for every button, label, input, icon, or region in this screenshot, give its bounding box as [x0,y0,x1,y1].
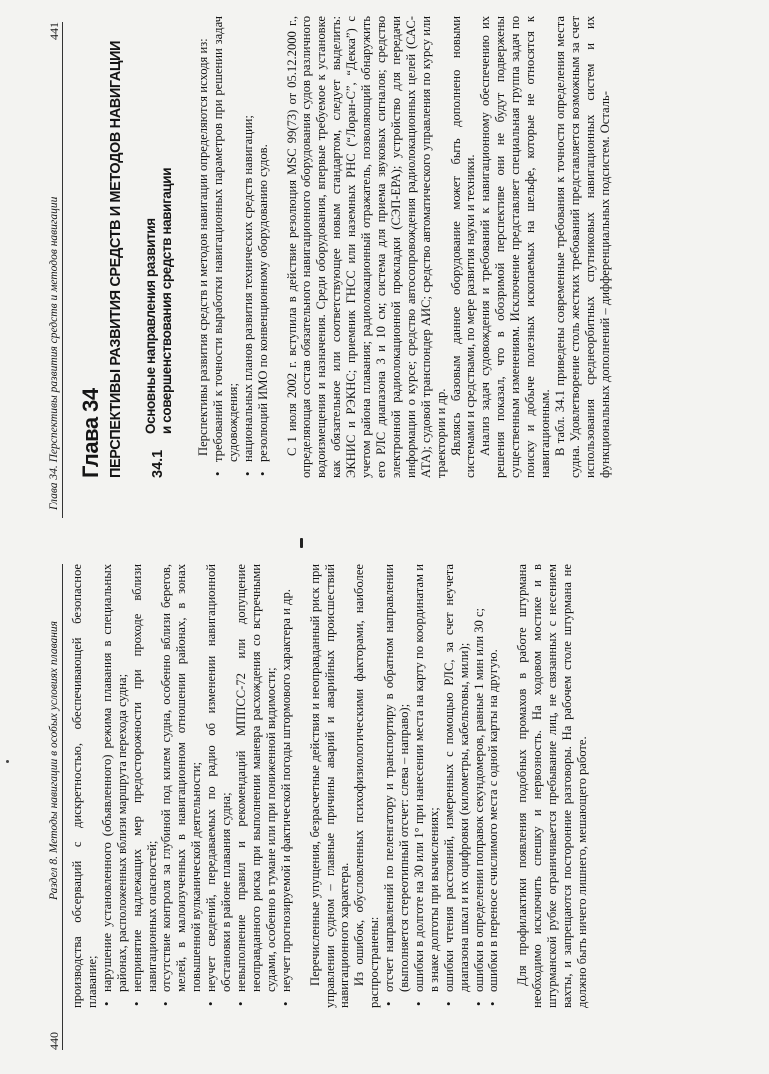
right-paragraph-2: С 1 июля 2002 г. вступила в действие резолюция MSC 99(73) от 05.12.2000 г., определяющая состав обязательного навигационного оборудования судов различного водоизмещения и назначения. Среди оборудования, впервые требуемое к установке как обязательное или соответствующее новым стандартом, следует выделить: ЭКНИС и РЭКНС; приемник ГНСС или наземных РНС (“Лоран-С”, “Декка”) с учетом района плавания; радиолокационный отражатель, позволяющий обнаружить его РЛС диапазона 3 и 10 см; система для приема звуковых сигналов; средство электронной радиолокационной прокладки (СЭП-ЕРА); устройство для передачи информации о курсе; средство автосопровождения радиолокационных целей (САС-АТА); судовой транспондер АИС; средство автоматического управления по курсу или траектории и др. [284,16,448,478]
list-item: • ошибки в долготе на 30 или 1° при нанесении места на карту по координатам и в знаке долготы при вычислениях; [411,564,441,1006]
section-title [143,168,175,434]
list-item: • отсутствие контроля за глубиной под килем судна, особенно вблизи берегов, мелей, в малоизученных в навигационном отношении районах, в зонах повышенной вулканической деятельности; [159,564,204,1006]
scan-speck [6,760,9,763]
right-page-body [196,16,612,478]
left-page-number: 440 [47,1032,61,1050]
right-bullet-list [211,16,271,478]
left-paragraph-1: Перечисленные упущения, безрасчетные действия и неоправданный риск при управлении судном – главные причины аварий и аварийных происшествий навигационного характера. [307,564,352,1008]
left-running-title: Раздел 8. Методы навигации в особых условиях плавания [48,620,60,900]
right-paragraph-4: Анализ задач судовождения и требований к навигационному обеспечению их решения показал, что в обозримой перспективе они не будут подвержены существенным изменениям. Исключение представляет специальная группа задач по поиску и добыче полезных ископаемых на шельфе, которые не относятся к навигационным. [478,16,552,478]
right-paragraph-1: Перспективы развития средств и методов навигации определяются исходя из: [196,38,210,456]
chapter-label: Глава 34 [78,388,103,478]
section-title-line-1: Основные направления развития [143,218,158,434]
list-item: • непринятие надлежащих мер предосторожности при проходе вблизи навигационных опасностей; [129,564,159,1006]
list-item: • ошибки в определении поправок секундомеров, равные 1 мин или 30 с; [471,607,486,1006]
left-bullet-list-b [382,564,501,1008]
left-paragraph-2: Из ошибок, обусловленных психофизиологическими факторами, наиболее распространены: [352,564,382,1008]
list-item: • нарушение установленного (объявленного) режима плавания в специальных районах, расположенных вблизи маршрута перехода судна; [99,564,129,1006]
right-running-head [46,22,63,518]
list-item: • неучет сведений, передаваемых по радио об изменении навигационной обстановки в районе плавания судна; [204,564,234,1006]
chapter-title: ПЕРСПЕКТИВЫ РАЗВИТИЯ СРЕДСТВ И МЕТОДОВ НАВИГАЦИИ [108,40,124,478]
list-item: • национальных планов развития технических средств навигации; [240,115,255,476]
section-title-line-2: и совершенствования средств навигации [159,167,174,434]
list-item: • ошибки в переносе счислимого места с одной карты на другую. [486,649,501,1006]
left-page-body [70,564,590,1008]
list-item: • невыполнение правил и рекомендаций МППСС-72 или допущение неоправданного риска при выполнении маневра расхождения со встречными судами, особенно в тумане или при пониженной видимости; [233,564,278,1006]
left-page [0,542,769,1074]
section-number: 34.1 [150,449,166,478]
right-running-title: Глава 34. Перспективы развития средств и методов навигации [48,196,60,510]
list-item: • отсчет направлений по пеленгатору и транспортиру в обратном направлении (выполняется стереотипный отсчет: слева – направо); [382,564,412,1006]
right-page-number: 441 [47,22,61,40]
right-paragraph-3: Являясь базовым данное оборудование может быть дополнено новыми системами и средствами, по мере развития науки и техники. [448,16,478,478]
left-top-lines: производства обсерваций с дискретностью, обеспечивающей безопасное плавание; [70,564,99,1008]
list-item: • неучет прогнозируемой и фактической погоды штормового характера и др. [278,589,293,1006]
left-bullet-list-a [100,564,294,1008]
left-running-head [46,564,63,1050]
list-item: • ошибки чтения расстояний, измеренных с помощью РЛС, за счет неучета диапазона шкал и их оцифровки (километры, кабельтовы, мили); [441,564,471,1006]
list-item: • требований к точности выработки навигационных параметров при решении задач судовождения; [210,16,240,476]
left-paragraph-3: Для профилактики появления подобных промахов в работе штурмана необходимо исключить спешку и нервозность. На ходовом мостике и в штурманской рубке ограничивается пребывание лиц, не связанных с несением вахты, и запрещаются посторонние разговоры. На рабочем столе штурмана не должно быть ничего лишнего, мешающего работе. [515,564,589,1008]
right-paragraph-5: В табл. 34.1 приведены современные требования к точности определения места судна. Удовлетворение столь жестких требований представляется возможным за счет использования среднеорбитных спутниковых навигационных систем и их функциональных дополнений – дифференциальных подсистем. Осталь- [552,16,612,478]
list-item: • резолюций ИМО по конвенционному оборудованию судов. [255,144,270,476]
